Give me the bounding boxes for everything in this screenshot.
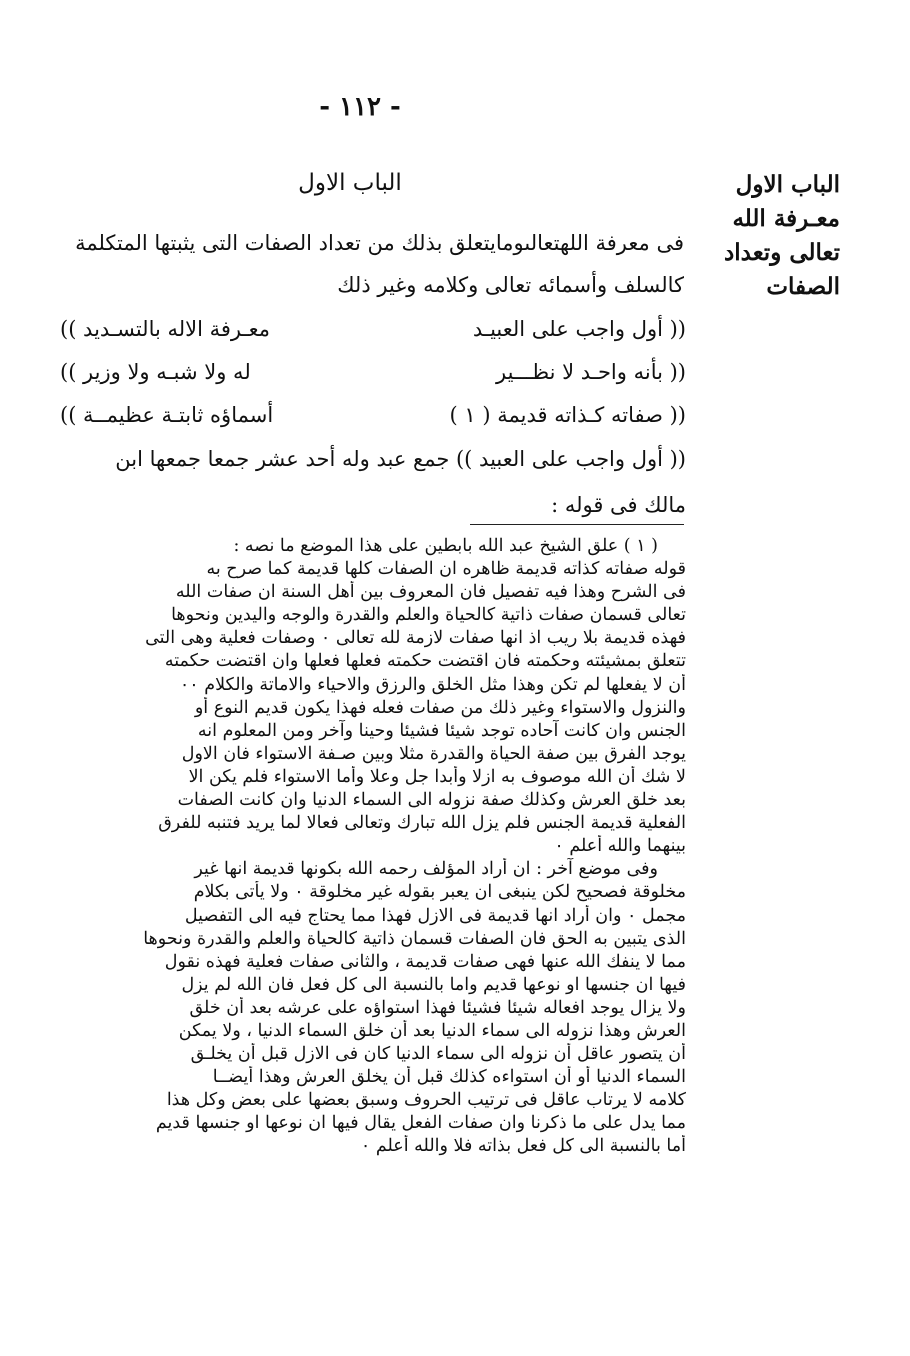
footnote-line: بعد خلق العرش وكذلك صفة نزوله الى السماء الدنيا وان كانت الصفات <box>177 790 686 811</box>
footnote-line: ( ١ ) علق الشيخ عبد الله بابطين على هذا الموضع ما نصه : <box>233 536 658 556</box>
verse-first-hemistich: (( أول واجب على العبيـد <box>472 317 686 341</box>
margin-heading-line: تعالى وتعداد <box>724 239 840 266</box>
footnote-line: أما بالنسبة الى كل فعل بذاته فلا والله أعلم ٠ <box>360 1136 686 1157</box>
commentary-line: مالك فى قوله : <box>551 493 686 517</box>
verse <box>60 351 686 394</box>
footnote-line: أن يتصور عاقل أن نزوله الى سماء الدنيا كان فى الازل قبل أن يخلـق <box>190 1044 686 1065</box>
footnote-line: العرش وهذا نزوله الى سماء الدنيا بعد أن خلق السماء الدنيا ، ولا يمكن <box>178 1020 686 1041</box>
verse <box>60 394 686 437</box>
footnote-line: أن لا يفعلها لم تكن وهذا مثل الخلق والرزق والاحياء والاماتة والكلام ٠٠ <box>179 674 686 695</box>
footnote <box>36 535 686 1159</box>
footnote-line: لا شك أن الله موصوف به ازلا وأبدا جل وعلا وأما الاستواء فلم يكن الا <box>188 766 686 787</box>
verse-second-hemistich: معـرفة الاله بالتسـديد )) <box>60 317 271 341</box>
footnote-line: قوله صفاته كذاته قديمة ظاهره ان الصفات كلها قديمة كما صرح به <box>206 559 686 580</box>
footnote-line: ولا يزال يوجد افعاله شيئا فشيئا فهذا استواؤه على عرشه بعد أن خلق <box>189 997 686 1018</box>
verse-second-hemistich: أسماؤه ثابتـة عظيمــة )) <box>60 403 274 427</box>
verse-second-hemistich: له ولا شبـه ولا وزير )) <box>60 360 251 384</box>
footnote-line: الجنس وان كانت آحاده توجد شيئا فشيئا وحينا وآخر ومن المعلوم انه <box>197 720 686 741</box>
footnote-line: تتعلق بمشيئته وحكمته فان اقتضت حكمته فعلها فعلها وان اقتضت حكمته <box>164 651 686 672</box>
margin-heading-line: معـرفة الله <box>732 205 840 232</box>
verse-first-hemistich: (( بأنه واحـد لا نظـــير <box>496 360 686 384</box>
footnote-line: كلامه لا يرتاب عاقل فى ترتيب الحروف وسبق بعضها على بعض وكل هذا <box>166 1090 686 1111</box>
footnote-line: فهذه قديمة بلا ريب اذ انها صفات لازمة لله تعالى ٠ وصفات فعلية وهى التى <box>145 628 686 649</box>
margin-heading-line: الصفات <box>766 273 840 300</box>
intro-line: فى معرفة اللهتعالىومايتعلق بذلك من تعداد الصفات التى يثبتها المتكلمة <box>75 231 684 255</box>
footnote-line: مخلوقة فصحيح لكن ينبغى ان يعبر بقوله غير مخلوقة ٠ ولا يأتى بكلام <box>193 882 686 903</box>
footnote-line: بينهما والله أعلم ٠ <box>554 836 686 857</box>
footnote-line: فيها ان جنسها او نوعها قديم واما بالنسبة الى كل فعل فان الله لم يزل <box>181 974 686 995</box>
footnote-line: الذى يتبين به الحق فان الصفات قسمان ذاتية كالحياة والعلم والقدرة ونحوها <box>143 928 686 949</box>
chapter-title: الباب الاول <box>298 170 402 196</box>
commentary-line: (( أول واجب على العبيد )) جمع عبد وله أحد عشر جمعا جمعها ابن <box>115 447 686 471</box>
chapter-intro <box>36 222 684 306</box>
footnote-line: فى الشرح وهذا فيه تفصيل فان المعروف بين أهل السنة ان صفات الله <box>175 582 686 603</box>
footnote-line: والنزول والاستواء وغير ذلك من صفات فعله فهذا يكون قديم النوع أو <box>194 697 686 718</box>
footnote-line: الفعلية قديمة الجنس فلم يزل الله تبارك وتعالى فعالا لما يريد فتنبه للفرق <box>158 813 686 834</box>
intro-line: كالسلف وأسمائه تعالى وكلامه وغير ذلك <box>337 273 684 297</box>
poem-verses <box>60 308 686 437</box>
margin-heading-line: الباب الاول <box>735 171 840 198</box>
verse <box>60 308 686 351</box>
footnote-line: يوجد الفرق بين صفة الحياة والقدرة مثلا وبين صـفة الاستواء فان الاول <box>181 743 686 764</box>
verse-first-hemistich: (( صفاته كـذاته قديمة ( ١ ) <box>449 403 686 427</box>
footnote-line: مجمل ٠ وان أراد انها قديمة فى الازل فهذا مما يحتاج فيه الى التفصيل <box>184 905 686 926</box>
footnote-line: مما يدل على ما ذكرنا وان صفات الفعل يقال فيها ان نوعها او جنسها قديم <box>155 1113 686 1134</box>
footnote-line: تعالى قسمان صفات ذاتية كالحياة والعلم والقدرة والوجه واليدين ونحوها <box>171 605 686 626</box>
footnote-line: مما لا ينفك الله عنها فهى صفات قديمة ، والثانى صفات فعلية فهذه نقول <box>164 951 686 972</box>
page-number: - ١١٢ - <box>319 92 401 122</box>
footnote-separator <box>470 524 684 525</box>
verse-commentary <box>36 436 686 528</box>
footnote-line: السماء الدنيا أو أن استواءه كذلك قبل أن يخلق العرش وهذا أيضــا <box>212 1067 686 1088</box>
margin-heading <box>700 168 840 304</box>
footnote-line: وفى موضع آخر : ان أراد المؤلف رحمه الله بكونها قديمة انها غير <box>194 859 658 880</box>
